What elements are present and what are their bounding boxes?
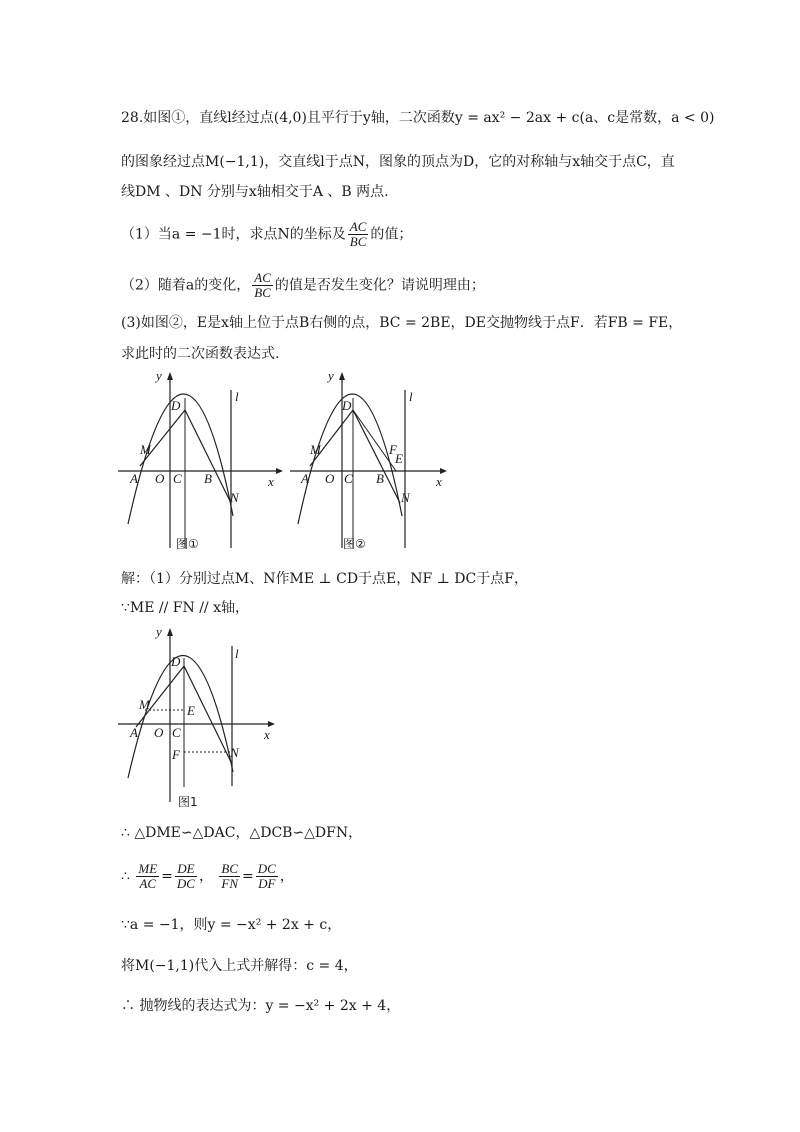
fig1-label-l: l (235, 389, 239, 404)
question-2 (121, 271, 485, 300)
question-1-tail: 的值； (370, 226, 413, 243)
fraction-denominator: DC (176, 876, 195, 891)
figure-2-caption: 图② (343, 537, 366, 551)
fig3-label-O: O (154, 725, 164, 740)
fig2-label-x: x (436, 474, 442, 489)
question-3-line-2: 求此时的二次函数表达式. (121, 346, 280, 362)
fraction-ac-bc (252, 271, 273, 300)
figure-3 (118, 622, 288, 814)
figure-3-caption: 图1 (178, 795, 198, 809)
therefore-symbol: ∴ (121, 868, 130, 885)
fig3-label-D: D (171, 654, 181, 669)
fig1-label-O: O (155, 471, 165, 486)
fraction-numerator: AC (349, 219, 367, 234)
fig2-label-M: M (310, 442, 321, 457)
fraction-denominator: FN (221, 876, 239, 891)
fraction-denominator: BC (254, 285, 271, 300)
figure-2 (290, 368, 460, 558)
comma: ， (198, 868, 213, 885)
fig2-label-l: l (409, 389, 413, 404)
fig1-label-D: D (171, 398, 181, 413)
fig3-label-x: x (264, 727, 270, 742)
fraction-denominator: BC (349, 234, 367, 249)
fig3-label-C: C (172, 725, 181, 740)
solution-line-5: ∵a = −1，则y = −x² + 2x + c， (121, 917, 342, 933)
fraction-numerator: DC (257, 861, 276, 876)
equals-sign: = (242, 868, 254, 885)
fig1-label-x: x (268, 474, 274, 489)
equals-sign: = (161, 868, 173, 885)
fig3-label-F: F (172, 747, 180, 762)
fig2-label-C: C (344, 471, 353, 486)
fraction-numerator: BC (221, 861, 239, 876)
fraction-me-ac (136, 862, 159, 891)
fig3-label-A: A (130, 725, 138, 740)
fig3-label-y: y (156, 624, 162, 639)
fig3-label-E: E (187, 703, 195, 718)
solution-line-4 (121, 862, 294, 891)
fig3-label-l: l (235, 646, 239, 661)
fraction-ac-bc (348, 220, 369, 249)
fig1-label-N: N (230, 490, 239, 505)
fig2-label-B: B (376, 471, 384, 486)
question-1 (121, 220, 412, 249)
fraction-numerator: ME (138, 861, 158, 876)
fig2-label-N: N (401, 490, 410, 505)
fig1-label-y: y (156, 368, 162, 383)
fraction-numerator: AC (254, 270, 271, 285)
fig2-label-F: F (389, 442, 397, 457)
fig1-label-A: A (130, 471, 138, 486)
fraction-numerator: DE (175, 862, 197, 877)
fig2-label-E: E (395, 451, 403, 466)
fig2-label-y: y (328, 368, 334, 383)
comma: ， (279, 868, 294, 885)
problem-line-3: 线DM 、DN 分别与x轴相交于A 、B 两点. (121, 184, 389, 200)
problem-line-1: 28.如图①，直线l经过点(4,0)且平行于y轴，二次函数y = ax² − 2ax + c(a、c是常数，a < 0) (121, 110, 715, 126)
solution-line-6: 将M(−1,1)代入上式并解得：c = 4， (121, 958, 358, 974)
fraction-denominator: AC (139, 876, 157, 891)
fraction-bc-fn (219, 862, 240, 891)
question-2-tail: 的值是否发生变化？请说明理由； (274, 277, 485, 294)
solution-line-2: ∵ME // FN // x轴， (121, 600, 249, 616)
fig1-label-B: B (204, 471, 212, 486)
figure-1 (118, 368, 288, 558)
solution-line-1: 解：（1）分别过点M、N作ME ⊥ CD于点E，NF ⊥ DC于点F， (121, 571, 528, 587)
solution-line-3: ∴ △DME∽△DAC，△DCB∽△DFN， (121, 825, 363, 841)
question-1-text: （1）当a = −1时，求点N的坐标及 (121, 226, 346, 243)
question-2-text: （2）随着a的变化， (121, 277, 251, 294)
fig2-label-D: D (342, 398, 352, 413)
question-3-line-1: (3)如图②，E是x轴上位于点B右侧的点，BC = 2BE，DE交抛物线于点F．若FB = FE， (121, 315, 683, 331)
fraction-de-dc (175, 862, 197, 891)
fig2-label-O: O (325, 471, 335, 486)
problem-line-2: 的图象经过点M(−1,1)，交直线l于点N，图象的顶点为D，它的对称轴与x轴交于点C，直 (121, 154, 675, 170)
fraction-denominator: DF (258, 876, 276, 891)
fig3-label-M: M (139, 697, 150, 712)
fig3-label-N: N (230, 745, 239, 760)
solution-line-7: ∴ 抛物线的表达式为：y = −x² + 2x + 4， (121, 998, 401, 1014)
fraction-dc-df (256, 862, 278, 891)
fig1-label-M: M (140, 442, 151, 457)
figure-1-caption: 图① (176, 537, 199, 551)
fig1-label-C: C (173, 471, 182, 486)
fig2-label-A: A (301, 471, 309, 486)
